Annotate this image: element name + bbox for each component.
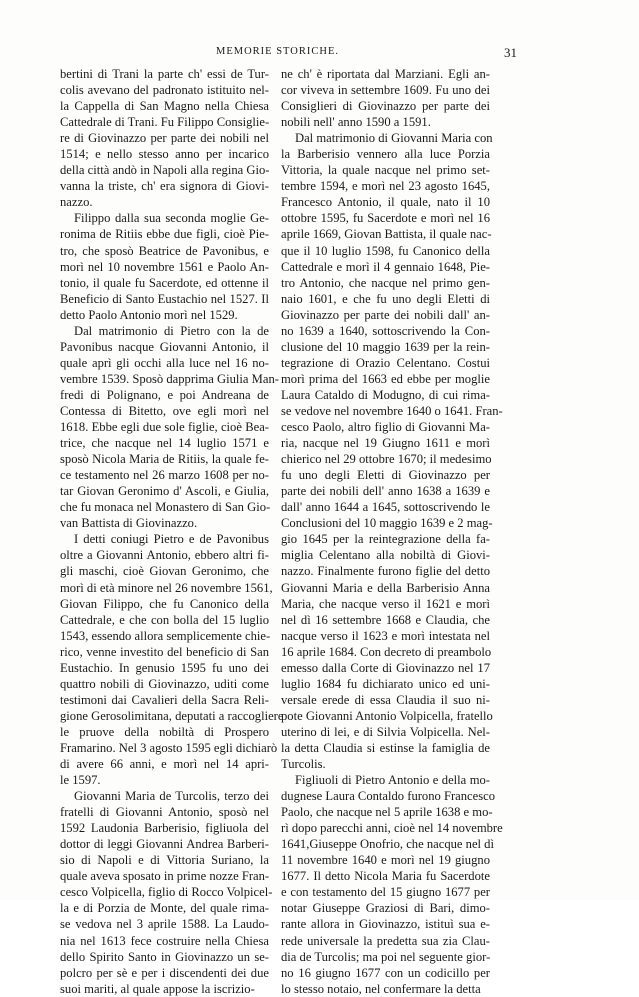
text-line: dall' anno 1644 a 1645, sottoscrivendo le [281, 500, 490, 515]
left-text-column [60, 66, 284, 997]
text-line: nazzo. Finalmente furono figlie del detto [281, 564, 490, 579]
text-line: notar Giuseppe Graziosi di Bari, dimo- [281, 901, 490, 916]
text-line: ronima de Ritiis ebbe due figli, cioè Pie- [60, 227, 269, 242]
text-line: 1543, essendo allora semplicemente chie- [60, 628, 271, 643]
text-line: quattro nobili di Giovinazzo, uditi come [60, 676, 269, 691]
text-line: gione Gerosolimitana, deputati a raccogliere [60, 708, 284, 723]
text-line: tro Antonio, che nacque nel primo gen- [281, 275, 490, 290]
text-line: no 16 giugno 1677 con un codicillo per [281, 965, 490, 980]
text-line: e con testamento del 15 giugno 1677 per [281, 885, 490, 900]
text-line: della città andò in Napoli alla regina Gio- [60, 163, 270, 178]
text-line: Vittoria, la quale nacque nel primo set- [281, 163, 490, 178]
text-line: 16 aprile 1684. Con decreto di preambolo [281, 644, 492, 659]
text-line: clusione del 10 maggio 1639 per la rein- [281, 339, 490, 354]
text-line: nazzo. [60, 195, 93, 210]
text-line: luglio 1684 fu dichiarato unico ed uni- [281, 676, 490, 691]
text-line: 11 novembre 1640 e morì nel 19 giugno [281, 853, 490, 868]
text-line: morì prima del 1663 ed ebbe per moglie [281, 371, 490, 386]
text-line: detto Paolo Antonio morì nel 1529. [60, 307, 238, 322]
text-line: 1592 Laudonia Barberisio, figliuola del [60, 821, 269, 836]
text-line: Figliuoli di Pietro Antonio e della mo- [295, 773, 490, 788]
text-line: le 1597. [60, 773, 101, 788]
text-line: vanna la triste, ch' era signora di Giovi- [60, 179, 269, 194]
text-line: Paolo, che nacque nel 5 aprile 1638 e mo- [281, 805, 493, 820]
text-line: dello Spirito Santo in Giovinazzo un se- [60, 949, 269, 964]
text-line: Laura Cataldo di Modugno, di cui rima- [281, 387, 490, 402]
text-line: rico, venne investito del beneficio di San [60, 644, 269, 659]
text-line: tonio, il quale fu Sacerdote, ed ottenne il [60, 275, 269, 290]
text-line: che fu monaca nel Monastero di San Gio- [60, 500, 271, 515]
text-line: se vedove nel novembre 1640 o 1641. Fran- [281, 403, 503, 418]
text-line: 1514; e nello stesso anno per incarico [60, 147, 269, 162]
text-line: rede universale la predetta sua zia Clau- [281, 933, 490, 948]
text-line: tembre 1594, e morì nel 23 agosto 1645, [281, 179, 490, 194]
text-line: Giovanni Maria e della Barberisio Anna [281, 580, 490, 595]
text-line: Contessa di Bitetto, ove egli morì nel [60, 403, 269, 418]
text-line: morì di età minore nel 26 novembre 1561, [60, 580, 273, 595]
text-line: cesco Paolo, altro figlio di Giovanni Ma- [281, 420, 490, 435]
text-line: Dal matrimonio di Giovanni Maria con [295, 131, 493, 146]
text-line: Beneficio di Santo Eustachio nel 1527. Il [60, 291, 269, 306]
text-line: ne ch' è riportata dal Marziani. Egli an- [281, 67, 490, 81]
text-line: gli maschi, cioè Giovan Geronimo, che [60, 564, 269, 579]
text-line: nel dì 16 settembre 1668 e Claudia, che [281, 612, 490, 627]
text-line: chierico nel 29 ottobre 1670; il medesimo [281, 452, 492, 467]
text-line: Cattedrale, e che con bolla del 15 luglio [60, 612, 269, 627]
text-line: emesso dalla Corte di Giovinazzo nel 17 [281, 660, 490, 675]
text-line: naio 1601, e che fu uno degli Eletti di [281, 291, 490, 306]
text-line: Giovanni Maria de Turcolis, terzo dei [74, 789, 269, 804]
text-line: colis avevano del padronato istituito nel- [60, 83, 269, 98]
text-line: la detta Claudia si estinse la famiglia de [281, 740, 490, 755]
text-line: bertini di Trani la parte ch' essi de Tur- [60, 67, 269, 81]
text-line: sio di Napoli e di Vittoria Suriano, la [60, 853, 269, 868]
text-line: Pavonibus nacque Giovanni Antonio, il [60, 339, 269, 354]
text-line: rante allora in Giovinazzo, istituì sua e- [281, 917, 490, 932]
text-line: dugnese Laura Contaldo furono Francesco [281, 789, 496, 804]
text-line: uterino di lei, e di Silvia Volpicella. Nel- [281, 724, 490, 739]
text-line: re di Giovinazzo per parte dei nobili nel [60, 131, 269, 146]
text-line: sposò Nicola Maria de Ritiis, la quale fe- [60, 452, 269, 467]
text-line: dia de Turcolis; ma poi nel seguente gior- [281, 949, 491, 964]
text-line: 1677. Il detto Nicola Maria fu Sacerdote [281, 869, 490, 884]
text-line: Framarino. Nel 3 agosto 1595 egli dichiarò [60, 740, 278, 755]
text-line: se vedova nel 3 aprile 1588. La Laudo- [60, 917, 269, 932]
text-line: 1641,Giuseppe Onofrio, che nacque nel dì [281, 837, 494, 852]
text-line: 1618. Ebbe egli due sole figlie, cioè Bea- [60, 420, 269, 435]
text-line: suoi mariti, al quale appose la iscrizio- [60, 981, 255, 996]
text-line: nacque verso il 1623 e morì intestata nel [281, 628, 490, 643]
text-line: Consiglieri di Giovinazzo per parte dei [281, 99, 490, 114]
text-line: Cattedrale di Trani. Fu Filippo Consiglie- [60, 115, 270, 130]
text-line: parte dei nobili dell' anno 1638 a 1639 e [281, 484, 490, 499]
text-line: quale aveva sposato in prime nozze Fran- [60, 869, 270, 884]
text-line: dottor di leggi Giovanni Andrea Barberi- [60, 837, 269, 852]
text-line: morì nel 10 novembre 1561 e Paolo An- [60, 259, 269, 274]
text-line: versale erede di essa Claudia il suo ni- [281, 692, 490, 707]
text-line: Dal matrimonio di Pietro con la de [74, 323, 269, 338]
text-line: fratelli di Giovanni Antonio, sposò nel [60, 805, 269, 820]
text-line: Filippo dalla sua seconda moglie Ge- [74, 211, 269, 226]
text-line: Conclusioni del 10 maggio 1639 e 2 mag- [281, 516, 493, 531]
text-line: no 1639 a 1640, sottoscrivendo la Con- [281, 323, 490, 338]
text-line: trice, che nacque nel 14 luglio 1571 e [60, 436, 269, 451]
text-line: di avere 66 anni, e morì nel 14 apri- [60, 757, 269, 772]
text-line: van Battista di Giovinazzo. [60, 516, 198, 531]
text-line: tro, che sposò Beatrice de Pavonibus, e [60, 243, 269, 258]
text-line: Cattedrale e morì il 4 gennaio 1648, Pie- [281, 259, 490, 274]
text-line: tegrazione di Orazio Celentano. Costui [281, 355, 490, 370]
text-line: le pruove della nobiltà di Prospero [60, 724, 269, 739]
text-line: gio 1645 per la reintegrazione della fa- [281, 532, 490, 547]
text-line: cor viveva in settembre 1609. Fu uno dei [281, 83, 490, 98]
text-line: ria, nacque nel 19 Giugno 1611 e morì [281, 436, 490, 451]
text-line: testimoni dai Cavalieri della Sacra Reli- [60, 692, 269, 707]
running-title: MEMORIE STORICHE. [216, 46, 339, 57]
text-line: vembre 1539. Sposò dapprima Giulia Man- [60, 371, 279, 386]
text-line: oltre a Giovanni Antonio, ebbero altri fi- [60, 548, 269, 563]
text-line: Turcolis. [281, 757, 326, 772]
text-line: la Barberisio vennero alla luce Porzia [281, 147, 490, 162]
text-line: Maria, che nacque verso il 1621 e morì [281, 596, 490, 611]
text-line: tar Giovan Geronimo d' Ascoli, e Giulia, [60, 484, 269, 499]
text-line: cesco Volpicella, figlio di Rocco Volpicel- [60, 885, 273, 900]
text-line: Giovinazzo per parte dei nobili dall' an- [281, 307, 490, 322]
text-line: fredi di Polignano, e poi Andreana de [60, 387, 269, 402]
text-line: aprile 1669, Giovan Battista, il quale nac- [281, 227, 492, 242]
text-line: nobili nell' anno 1590 a 1591. [281, 115, 431, 130]
right-text-column [281, 66, 503, 997]
text-line: polcro per sè e per i discendenti dei due [60, 965, 269, 980]
text-line: quale aprì gli occhi alla luce nel 16 no- [60, 355, 269, 370]
text-line: la e di Porzia de Monte, del quale rima- [60, 901, 269, 916]
text-line: lo stesso notaio, nel confermare la detta [281, 981, 481, 996]
text-line: la Cappella di San Magno nella Chiesa [60, 99, 269, 114]
text-line: miglia Celentano alla nobiltà di Giovi- [281, 548, 490, 563]
text-line: Giovan Filippo, che fu Canonico della [60, 596, 269, 611]
text-line: nia nel 1613 fece costruire nella Chiesa [60, 933, 269, 948]
text-line: fu uno degli Eletti di Giovinazzo per [281, 468, 490, 483]
text-line: ce testamento nel 26 marzo 1608 per no- [60, 468, 269, 483]
text-line: ottobre 1595, fu Sacerdote e morì nel 16 [281, 211, 490, 226]
text-line: Francesco Antonio, il quale, nato il 10 [281, 195, 490, 210]
text-line: Eustachio. In genusio 1595 fu uno dei [60, 660, 269, 675]
text-line: que il 10 luglio 1598, fu Canonico della [281, 243, 490, 258]
text-line: pote Giovanni Antonio Volpicella, fratello [281, 708, 493, 723]
text-line: I detti coniugi Pietro e de Pavonibus [74, 532, 269, 547]
page-number: 31 [504, 45, 517, 60]
text-line: rì dopo parecchi anni, cioè nel 14 novembre [281, 821, 503, 836]
